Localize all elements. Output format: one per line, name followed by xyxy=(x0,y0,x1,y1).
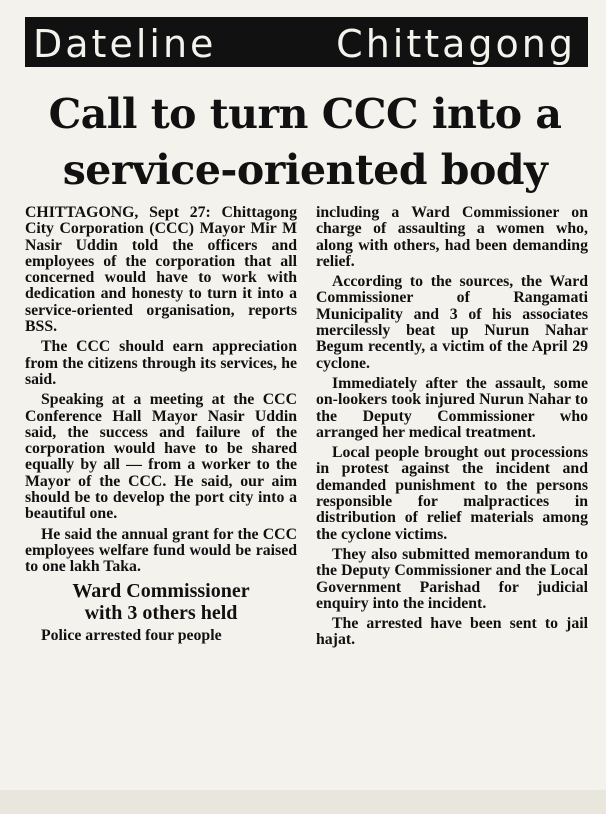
paragraph: Immediately after the assault, some on-lookers took injured Nurun Nahar to the Deputy Commissioner who arranged her medical treatment. xyxy=(316,374,588,441)
headline-line-2: service-oriented body xyxy=(62,146,548,194)
dateline-city: Chittagong xyxy=(336,22,576,66)
subheading-line-2: with 3 others held xyxy=(84,601,238,624)
paragraph: The CCC should earn appreciation from the citizens through its services, he said. xyxy=(25,338,297,388)
paragraph: Local people brought out processions in protest against the incident and demanded punishment to the persons responsible for malpractices in distribution of relief materials among the cyclone victims. xyxy=(316,444,588,543)
dateline-banner xyxy=(25,17,588,67)
headline xyxy=(20,86,590,198)
paragraph: including a Ward Commissioner on charge of assaulting a women who, along with others, had been demanding relief. xyxy=(316,204,588,270)
paragraph: Speaking at a meeting at the CCC Conference Hall Mayor Nasir Uddin said, the success and failure of the corporation would have to be shared equally by all — from a worker to the Mayor of the CCC. He said, our aim should be to develop the port city into a beautiful one. xyxy=(25,391,297,523)
article-column-left xyxy=(25,205,297,648)
paragraph: He said the annual grant for the CCC employees welfare fund would be raised to one lakh Taka. xyxy=(25,525,297,576)
article-column-right xyxy=(316,205,588,653)
headline-line-1: Call to turn CCC into a xyxy=(48,90,562,138)
page-margin xyxy=(0,790,606,814)
paragraph: CHITTAGONG, Sept 27: Chittagong City Corporation (CCC) Mayor Mir M Nasir Uddin told the officers and employees of the corporation that all concerned would have to work with dedication and honesty to turn it into a service-oriented organisation, reports BSS. xyxy=(25,204,297,336)
paragraph: According to the sources, the Ward Commissioner of Rangamati Municipality and 3 of his associates mercilessly beat up Nurun Nahar Begum recently, a victim of the April 29 cyclone. xyxy=(316,273,588,372)
subheading xyxy=(25,580,297,624)
paragraph: They also submitted memorandum to the Deputy Commissioner and the Local Government Parishad for judicial enquiry into the incident. xyxy=(316,545,588,612)
paragraph: Police arrested four people xyxy=(41,626,222,644)
dateline-label: Dateline xyxy=(33,22,217,66)
paragraph: The arrested have been sent to jail hajat. xyxy=(316,615,588,649)
subheading-line-1: Ward Commissioner xyxy=(72,579,250,602)
